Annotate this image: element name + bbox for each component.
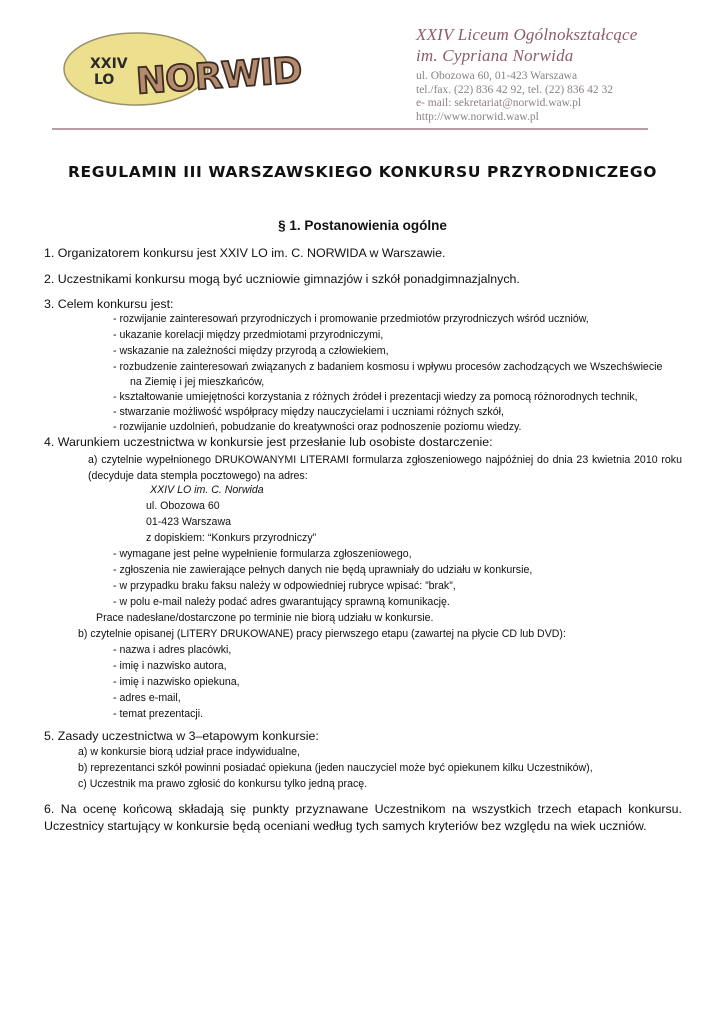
goal-item: - rozwijanie zainteresowań przyrodniczych i promowanie przedmiotów przyrodniczych wśród uczniów, (113, 313, 589, 325)
document-title: REGULAMIN III WARSZAWSKIEGO KONKURSU PRZYRODNICZEGO (68, 163, 657, 181)
rule-item: a) w konkursie biorą udział prace indywidualne, (78, 746, 300, 758)
label-item: - adres e-mail, (113, 692, 181, 704)
goal-item: - rozwijanie uzdolnień, pobudzanie do kreatywności oraz podnoszenie poziomu wiedzy. (113, 421, 522, 433)
form-rule: - wymagane jest pełne wypełnienie formularza zgłoszeniowego, (113, 548, 412, 560)
label-item: - imię i nazwisko autora, (113, 660, 227, 672)
section-heading: § 1. Postanowienia ogólne (278, 218, 447, 233)
logo-lo: LO (94, 72, 115, 88)
mailing-address-line: 01-423 Warszawa (146, 516, 231, 528)
school-name: XXIV Liceum Ogólnokształcące (416, 25, 638, 44)
school-address: ul. Obozowa 60, 01-423 Warszawa (416, 70, 578, 82)
point-4a: a) czytelnie wypełnionego DRUKOWANYMI LITERAMI formularza zgłoszeniowego najpóźniej do dnia 23 kwietnia 2010 roku (decyduje data stempla pocztowego) na adres: (88, 454, 682, 482)
mailing-address-line: z dopiskiem: “Konkurs przyrodniczy” (146, 532, 317, 544)
goal-item: - wskazanie na zależności między przyrodą a człowiekiem, (113, 345, 389, 357)
goal-item: - rozbudzenie zainteresowań związanych z badaniem kosmosu i wpływu procesów zachodzących we Wszechświecie (113, 361, 663, 373)
school-info (416, 24, 716, 124)
goal-item: - stwarzanie możliwość współpracy między nauczycielami i uczniami różnych szkół, (113, 406, 504, 418)
school-logo (58, 22, 303, 114)
rule-item: c) Uczestnik ma prawo zgłosić do konkursu tylko jedną pracę. (78, 778, 368, 790)
school-email[interactable]: e- mail: sekretariat@norwid.waw.pl (416, 97, 582, 109)
form-rule: - w przypadku braku faksu należy w odpowiedniej rubryce wpisać: ”brak”, (113, 580, 456, 592)
form-rule: - zgłoszenia nie zawierające pełnych danych nie będą uprawniały do udziału w konkursie, (113, 564, 533, 576)
school-phone: tel./fax. (22) 836 42 92, tel. (22) 836 42 32 (416, 83, 614, 96)
label-item: - nazwa i adres placówki, (113, 644, 232, 656)
school-website[interactable]: http://www.norwid.waw.pl (416, 110, 539, 123)
point-5: 5. Zasady uczestnictwa w 3–etapowym konkursie: (44, 729, 319, 743)
point-4: 4. Warunkiem uczestnictwa w konkursie jest przesłanie lub osobiste dostarczenie: (44, 435, 493, 449)
logo-norwid: NORWID (134, 50, 303, 103)
logo-xxiv: XXIV (90, 56, 128, 72)
deadline-note: Prace nadesłane/dostarczone po terminie nie biorą udziału w konkursie. (96, 612, 434, 624)
goal-item: na Ziemię i jej mieszkańców, (130, 376, 265, 388)
point-2: 2. Uczestnikami konkursu mogą być uczniowie gimnazjów i szkół ponadgimnazjalnych. (44, 272, 520, 286)
point-6: 6. Na ocenę końcową składają się punkty przyznawane Uczestnikom na wszystkich trzech etapach konkursu. Uczestnicy startujący w konkursie będą oceniani według tych samych kryteriów bez względu na wiek uczniów. (44, 802, 682, 833)
school-patron: im. Cypriana Norwida (416, 46, 574, 65)
goal-item: - kształtowanie umiejętności korzystania z różnych źródeł i prezentacji wiedzy za pomocą różnorodnych technik, (113, 391, 638, 403)
point-3: 3. Celem konkursu jest: (44, 297, 174, 311)
mailing-address-line: ul. Obozowa 60 (146, 500, 220, 512)
goal-item: - ukazanie korelacji między przedmiotami przyrodniczymi, (113, 329, 384, 341)
rule-item: b) reprezentanci szkół powinni posiadać opiekuna (jeden nauczyciel może być opiekunem kilku Uczestników), (78, 762, 593, 774)
point-1: 1. Organizatorem konkursu jest XXIV LO im. C. NORWIDA w Warszawie. (44, 246, 446, 260)
mailing-address-line: XXIV LO im. C. Norwida (150, 484, 264, 496)
label-item: - temat prezentacji. (113, 708, 204, 720)
point-4b: b) czytelnie opisanej (LITERY DRUKOWANE) pracy pierwszego etapu (zawartej na płycie CD lub DVD): (78, 628, 566, 640)
header-divider (52, 128, 648, 130)
label-item: - imię i nazwisko opiekuna, (113, 676, 240, 688)
form-rule: - w polu e-mail należy podać adres gwarantujący sprawną komunikację. (113, 596, 450, 608)
